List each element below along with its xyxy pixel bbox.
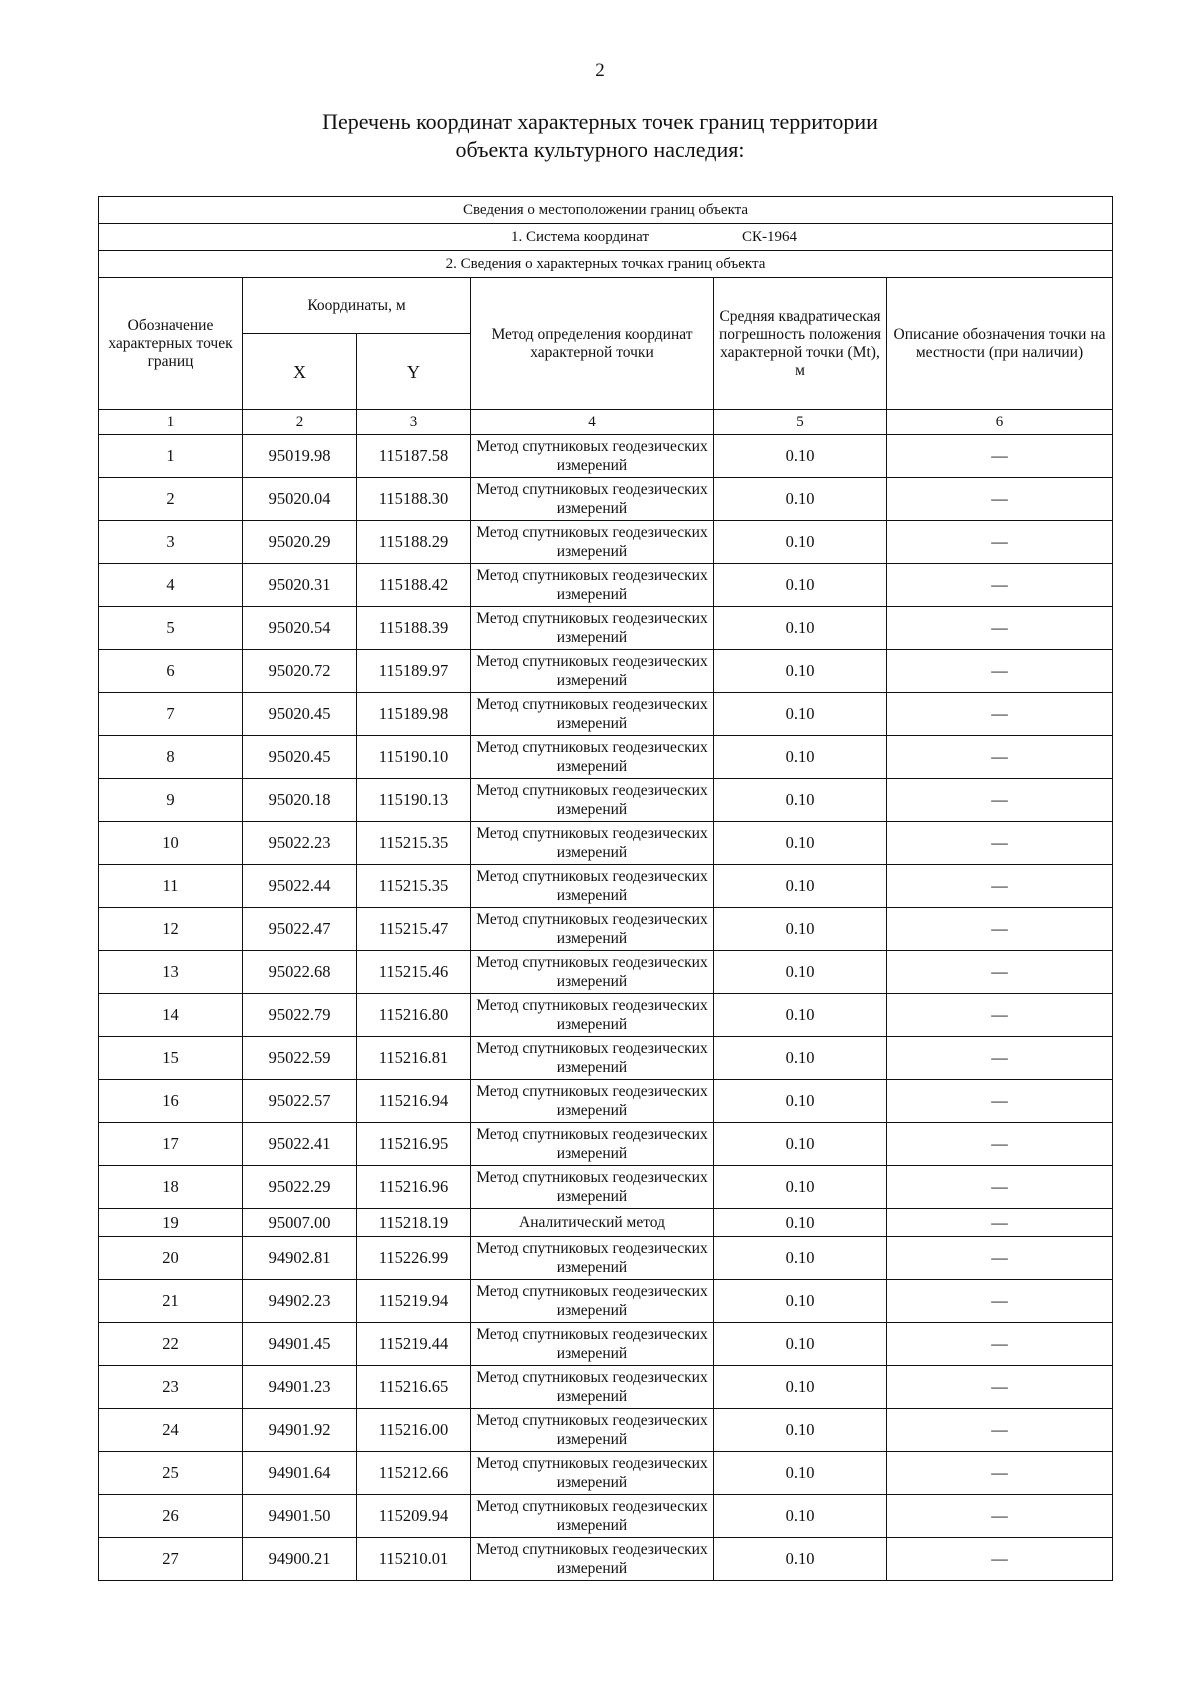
table-row	[99, 1366, 1113, 1409]
method-cell: Метод спутниковых геодезических измерений	[471, 779, 714, 822]
x-coordinate-cell: 95020.29	[243, 521, 357, 564]
description-cell: —	[887, 994, 1113, 1037]
x-coordinate-cell: 95022.47	[243, 908, 357, 951]
table-row	[99, 822, 1113, 865]
method-cell: Метод спутниковых геодезических измерений	[471, 1495, 714, 1538]
error-value-cell: 0.10	[714, 1366, 887, 1409]
x-coordinate-cell: 94901.64	[243, 1452, 357, 1495]
description-cell: —	[887, 1080, 1113, 1123]
error-value-cell: 0.10	[714, 693, 887, 736]
document-title	[0, 108, 1200, 164]
description-cell: —	[887, 564, 1113, 607]
method-cell: Метод спутниковых геодезических измерений	[471, 1166, 714, 1209]
error-value-cell: 0.10	[714, 1237, 887, 1280]
description-cell: —	[887, 951, 1113, 994]
error-value-cell: 0.10	[714, 1037, 887, 1080]
description-cell: —	[887, 1237, 1113, 1280]
description-cell: —	[887, 1280, 1113, 1323]
error-value-cell: 0.10	[714, 1080, 887, 1123]
table-row	[99, 908, 1113, 951]
table-row	[99, 1037, 1113, 1080]
coordinate-system-label: 1. Система координат	[510, 228, 650, 245]
y-coordinate-cell: 115212.66	[357, 1452, 471, 1495]
point-number-cell: 27	[99, 1538, 243, 1581]
section2-label: 2. Сведения о характерных точках границ объекта	[99, 251, 1113, 278]
y-coordinate-cell: 115190.13	[357, 779, 471, 822]
y-coordinate-cell: 115187.58	[357, 435, 471, 478]
table-row	[99, 521, 1113, 564]
method-cell: Метод спутниковых геодезических измерений	[471, 908, 714, 951]
point-number-cell: 6	[99, 650, 243, 693]
y-coordinate-cell: 115216.00	[357, 1409, 471, 1452]
error-value-cell: 0.10	[714, 908, 887, 951]
y-coordinate-cell: 115219.44	[357, 1323, 471, 1366]
x-coordinate-cell: 94902.23	[243, 1280, 357, 1323]
x-coordinate-cell: 95022.57	[243, 1080, 357, 1123]
table-row	[99, 1452, 1113, 1495]
table-row	[99, 736, 1113, 779]
description-cell: —	[887, 1123, 1113, 1166]
table-row	[99, 693, 1113, 736]
column-number: 5	[714, 410, 887, 435]
table-row	[99, 779, 1113, 822]
method-cell: Метод спутниковых геодезических измерений	[471, 693, 714, 736]
y-coordinate-cell: 115215.35	[357, 822, 471, 865]
y-coordinate-cell: 115215.47	[357, 908, 471, 951]
method-cell: Метод спутниковых геодезических измерений	[471, 650, 714, 693]
method-cell: Метод спутниковых геодезических измерений	[471, 607, 714, 650]
y-coordinate-cell: 115210.01	[357, 1538, 471, 1581]
coordinate-system-row	[99, 224, 1113, 251]
x-coordinate-cell: 94901.45	[243, 1323, 357, 1366]
method-cell: Метод спутниковых геодезических измерений	[471, 865, 714, 908]
error-value-cell: 0.10	[714, 1123, 887, 1166]
x-coordinate-cell: 94902.81	[243, 1237, 357, 1280]
point-number-cell: 3	[99, 521, 243, 564]
error-value-cell: 0.10	[714, 865, 887, 908]
col-description-header: Описание обозначения точки на местности (при наличии)	[887, 278, 1113, 410]
error-value-cell: 0.10	[714, 1166, 887, 1209]
y-coordinate-cell: 115216.81	[357, 1037, 471, 1080]
x-coordinate-cell: 95020.18	[243, 779, 357, 822]
x-coordinate-cell: 95022.68	[243, 951, 357, 994]
point-number-cell: 14	[99, 994, 243, 1037]
x-coordinate-cell: 95022.23	[243, 822, 357, 865]
error-value-cell: 0.10	[714, 1280, 887, 1323]
error-value-cell: 0.10	[714, 1495, 887, 1538]
coordinate-system-value: СК-1964	[742, 228, 798, 245]
column-number: 3	[357, 410, 471, 435]
point-number-cell: 17	[99, 1123, 243, 1166]
error-value-cell: 0.10	[714, 1538, 887, 1581]
description-cell: —	[887, 1323, 1113, 1366]
method-cell: Метод спутниковых геодезических измерений	[471, 1037, 714, 1080]
error-value-cell: 0.10	[714, 478, 887, 521]
table-row	[99, 1323, 1113, 1366]
table-row	[99, 1409, 1113, 1452]
x-coordinate-cell: 94900.21	[243, 1538, 357, 1581]
method-cell: Метод спутниковых геодезических измерений	[471, 822, 714, 865]
y-coordinate-cell: 115188.39	[357, 607, 471, 650]
point-number-cell: 11	[99, 865, 243, 908]
method-cell: Метод спутниковых геодезических измерений	[471, 1280, 714, 1323]
point-number-cell: 23	[99, 1366, 243, 1409]
point-number-cell: 20	[99, 1237, 243, 1280]
method-cell: Метод спутниковых геодезических измерений	[471, 951, 714, 994]
title-line-1: Перечень координат характерных точек границ территории	[322, 109, 878, 134]
description-cell: —	[887, 521, 1113, 564]
table-row	[99, 650, 1113, 693]
method-cell: Метод спутниковых геодезических измерений	[471, 1080, 714, 1123]
table-row	[99, 951, 1113, 994]
y-coordinate-cell: 115189.97	[357, 650, 471, 693]
column-number: 4	[471, 410, 714, 435]
y-coordinate-cell: 115188.30	[357, 478, 471, 521]
table-row	[99, 994, 1113, 1037]
x-coordinate-cell: 95022.29	[243, 1166, 357, 1209]
x-coordinate-cell: 95020.04	[243, 478, 357, 521]
col-y-header: Y	[357, 334, 471, 410]
point-number-cell: 15	[99, 1037, 243, 1080]
method-cell: Метод спутниковых геодезических измерений	[471, 1409, 714, 1452]
point-number-cell: 26	[99, 1495, 243, 1538]
x-coordinate-cell: 95007.00	[243, 1209, 357, 1237]
error-value-cell: 0.10	[714, 951, 887, 994]
error-value-cell: 0.10	[714, 822, 887, 865]
method-cell: Метод спутниковых геодезических измерений	[471, 435, 714, 478]
y-coordinate-cell: 115215.35	[357, 865, 471, 908]
section-header: Сведения о местоположении границ объекта	[99, 197, 1113, 224]
point-number-cell: 19	[99, 1209, 243, 1237]
x-coordinate-cell: 95020.72	[243, 650, 357, 693]
method-cell: Аналитический метод	[471, 1209, 714, 1237]
y-coordinate-cell: 115209.94	[357, 1495, 471, 1538]
point-number-cell: 10	[99, 822, 243, 865]
method-cell: Метод спутниковых геодезических измерений	[471, 478, 714, 521]
error-value-cell: 0.10	[714, 564, 887, 607]
point-number-cell: 16	[99, 1080, 243, 1123]
point-number-cell: 4	[99, 564, 243, 607]
table-row	[99, 865, 1113, 908]
page-number: 2	[595, 60, 605, 81]
y-coordinate-cell: 115218.19	[357, 1209, 471, 1237]
x-coordinate-cell: 95022.59	[243, 1037, 357, 1080]
method-cell: Метод спутниковых геодезических измерений	[471, 736, 714, 779]
point-number-cell: 12	[99, 908, 243, 951]
description-cell: —	[887, 779, 1113, 822]
col-x-header: X	[243, 334, 357, 410]
error-value-cell: 0.10	[714, 521, 887, 564]
point-number-cell: 24	[99, 1409, 243, 1452]
x-coordinate-cell: 95019.98	[243, 435, 357, 478]
x-coordinate-cell: 95020.45	[243, 693, 357, 736]
description-cell: —	[887, 693, 1113, 736]
method-cell: Метод спутниковых геодезических измерений	[471, 1452, 714, 1495]
table-row	[99, 1237, 1113, 1280]
description-cell: —	[887, 908, 1113, 951]
x-coordinate-cell: 95022.79	[243, 994, 357, 1037]
y-coordinate-cell: 115188.29	[357, 521, 471, 564]
y-coordinate-cell: 115216.80	[357, 994, 471, 1037]
col-error-header: Средняя квадратическая погрешность положения характерной точки (Mt), м	[714, 278, 887, 410]
y-coordinate-cell: 115188.42	[357, 564, 471, 607]
col-designation-header: Обозначение характерных точек границ	[99, 278, 243, 410]
x-coordinate-cell: 94901.23	[243, 1366, 357, 1409]
col-coordinates-header: Координаты, м	[243, 278, 471, 334]
description-cell: —	[887, 478, 1113, 521]
error-value-cell: 0.10	[714, 1209, 887, 1237]
method-cell: Метод спутниковых геодезических измерений	[471, 1366, 714, 1409]
table-row	[99, 1495, 1113, 1538]
description-cell: —	[887, 1409, 1113, 1452]
table-row	[99, 564, 1113, 607]
error-value-cell: 0.10	[714, 779, 887, 822]
x-coordinate-cell: 95020.54	[243, 607, 357, 650]
description-cell: —	[887, 435, 1113, 478]
y-coordinate-cell: 115219.94	[357, 1280, 471, 1323]
description-cell: —	[887, 1209, 1113, 1237]
column-numbers-row	[99, 410, 1113, 435]
description-cell: —	[887, 1452, 1113, 1495]
method-cell: Метод спутниковых геодезических измерений	[471, 521, 714, 564]
point-number-cell: 1	[99, 435, 243, 478]
point-number-cell: 22	[99, 1323, 243, 1366]
point-number-cell: 2	[99, 478, 243, 521]
description-cell: —	[887, 736, 1113, 779]
method-cell: Метод спутниковых геодезических измерений	[471, 1538, 714, 1581]
description-cell: —	[887, 865, 1113, 908]
table-row	[99, 435, 1113, 478]
description-cell: —	[887, 1495, 1113, 1538]
table-row	[99, 1166, 1113, 1209]
table-row	[99, 1538, 1113, 1581]
y-coordinate-cell: 115216.96	[357, 1166, 471, 1209]
title-line-2: объекта культурного наследия:	[455, 137, 745, 162]
error-value-cell: 0.10	[714, 435, 887, 478]
point-number-cell: 18	[99, 1166, 243, 1209]
point-number-cell: 13	[99, 951, 243, 994]
y-coordinate-cell: 115190.10	[357, 736, 471, 779]
column-number: 6	[887, 410, 1113, 435]
x-coordinate-cell: 94901.92	[243, 1409, 357, 1452]
error-value-cell: 0.10	[714, 1323, 887, 1366]
method-cell: Метод спутниковых геодезических измерений	[471, 994, 714, 1037]
method-cell: Метод спутниковых геодезических измерений	[471, 1123, 714, 1166]
error-value-cell: 0.10	[714, 607, 887, 650]
description-cell: —	[887, 1037, 1113, 1080]
method-cell: Метод спутниковых геодезических измерений	[471, 1237, 714, 1280]
error-value-cell: 0.10	[714, 736, 887, 779]
table-row	[99, 1280, 1113, 1323]
point-number-cell: 7	[99, 693, 243, 736]
column-number: 1	[99, 410, 243, 435]
coordinates-table	[98, 196, 1113, 1581]
y-coordinate-cell: 115216.95	[357, 1123, 471, 1166]
error-value-cell: 0.10	[714, 1409, 887, 1452]
x-coordinate-cell: 95020.31	[243, 564, 357, 607]
point-number-cell: 8	[99, 736, 243, 779]
y-coordinate-cell: 115216.94	[357, 1080, 471, 1123]
x-coordinate-cell: 95022.41	[243, 1123, 357, 1166]
table-row	[99, 1123, 1113, 1166]
y-coordinate-cell: 115189.98	[357, 693, 471, 736]
x-coordinate-cell: 95020.45	[243, 736, 357, 779]
table-row	[99, 607, 1113, 650]
description-cell: —	[887, 650, 1113, 693]
method-cell: Метод спутниковых геодезических измерений	[471, 564, 714, 607]
description-cell: —	[887, 1366, 1113, 1409]
col-method-header: Метод определения координат характерной точки	[471, 278, 714, 410]
error-value-cell: 0.10	[714, 1452, 887, 1495]
description-cell: —	[887, 1538, 1113, 1581]
table-row	[99, 1209, 1113, 1237]
error-value-cell: 0.10	[714, 994, 887, 1037]
description-cell: —	[887, 607, 1113, 650]
description-cell: —	[887, 1166, 1113, 1209]
table-row	[99, 1080, 1113, 1123]
y-coordinate-cell: 115215.46	[357, 951, 471, 994]
table-row	[99, 478, 1113, 521]
point-number-cell: 25	[99, 1452, 243, 1495]
x-coordinate-cell: 95022.44	[243, 865, 357, 908]
point-number-cell: 5	[99, 607, 243, 650]
y-coordinate-cell: 115216.65	[357, 1366, 471, 1409]
y-coordinate-cell: 115226.99	[357, 1237, 471, 1280]
column-number: 2	[243, 410, 357, 435]
description-cell: —	[887, 822, 1113, 865]
error-value-cell: 0.10	[714, 650, 887, 693]
x-coordinate-cell: 94901.50	[243, 1495, 357, 1538]
point-number-cell: 9	[99, 779, 243, 822]
point-number-cell: 21	[99, 1280, 243, 1323]
method-cell: Метод спутниковых геодезических измерений	[471, 1323, 714, 1366]
